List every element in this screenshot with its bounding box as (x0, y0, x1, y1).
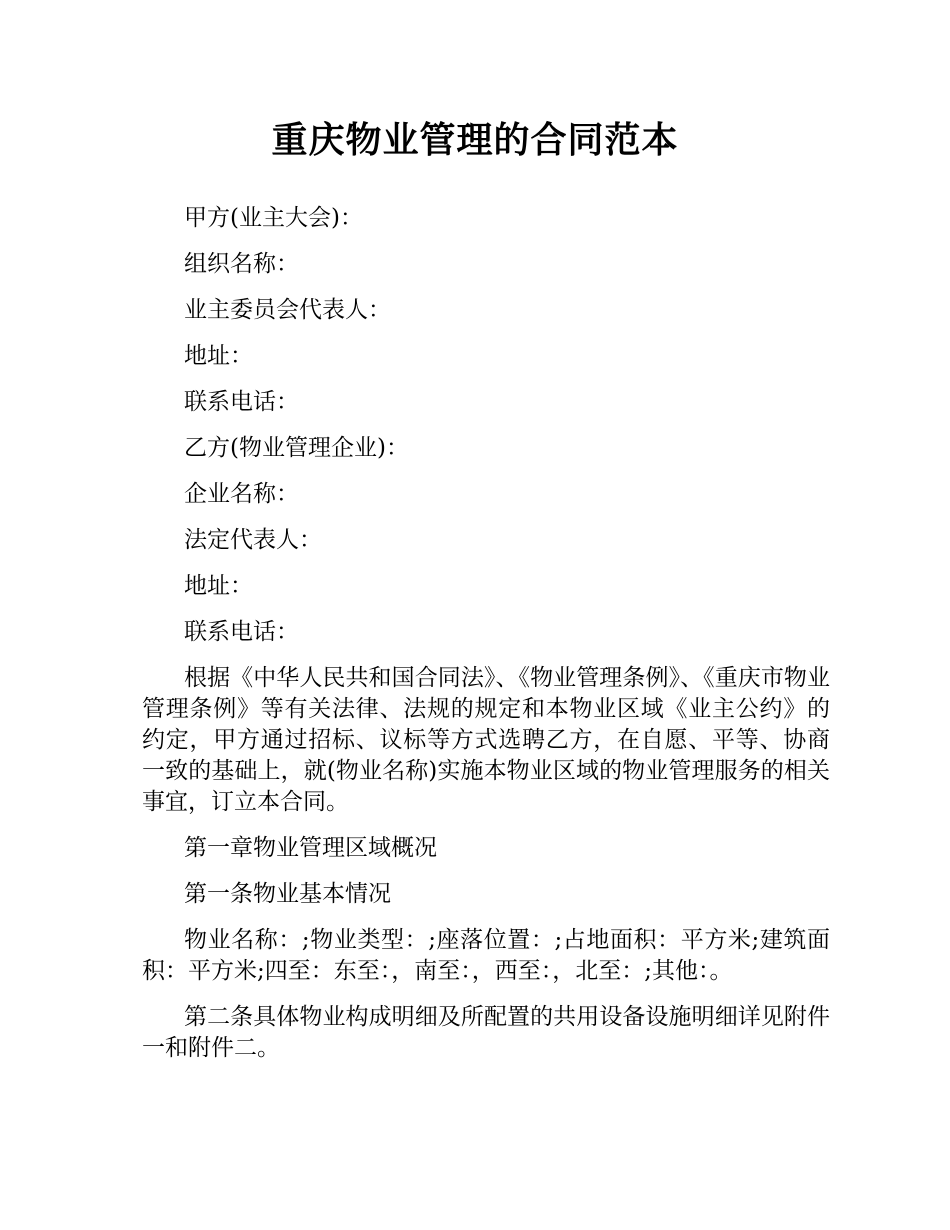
preamble-paragraph: 根据《中华人民共和国合同法》、《物业管理条例》、《重庆市物业管理条例》等有关法律、法规的规定和本物业区域《业主公约》的约定，甲方通过招标、议标等方式选聘乙方，在自愿、平等、协商一致的基础上，就(物业名称)实施本物业区域的物业管理服务的相关事宜，订立本合同。 (142, 665, 830, 815)
document-title: 重庆物业管理的合同范本 (271, 120, 679, 161)
property-details-paragraph: 物业名称：;物业类型：;座落位置：;占地面积：平方米;建筑面积：平方米;四至：东至：，南至：，西至：，北至：;其他：。 (142, 927, 830, 984)
party-b-legal-representative: 法定代表人： (184, 527, 322, 553)
document-body (142, 203, 830, 1079)
chapter-one-heading: 第一章物业管理区域概况 (184, 835, 437, 861)
party-b-company-name: 企业名称： (184, 481, 299, 507)
party-a-address: 地址： (184, 343, 253, 369)
party-b-heading: 乙方(物业管理企业)： (184, 435, 409, 461)
party-a-organization-name: 组织名称： (184, 251, 299, 277)
party-a-phone: 联系电话： (184, 389, 299, 415)
party-b-phone: 联系电话： (184, 619, 299, 645)
party-a-representative: 业主委员会代表人： (184, 297, 391, 323)
article-two-paragraph: 第二条具体物业构成明细及所配置的共用设备设施明细详见附件一和附件二。 (142, 1004, 830, 1061)
article-one-heading: 第一条物业基本情况 (184, 881, 391, 907)
party-b-address: 地址： (184, 573, 253, 599)
party-a-heading: 甲方(业主大会)： (184, 205, 363, 231)
